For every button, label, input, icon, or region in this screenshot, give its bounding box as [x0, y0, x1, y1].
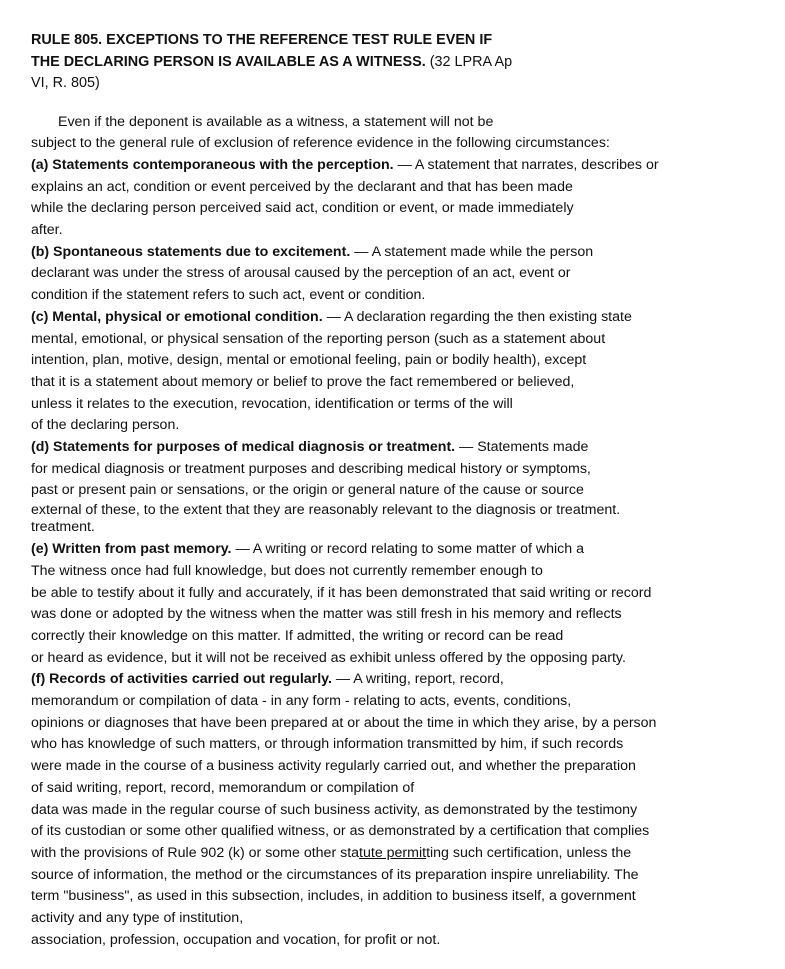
heading-line-2-bold: THE DECLARING PERSON IS AVAILABLE AS A WITNESS. — [31, 53, 426, 70]
underlined-text: tute permit — [359, 845, 427, 861]
section-c-line: unless it relates to the execution, revocation, identification or terms of the will — [31, 395, 513, 412]
intro-line: Even if the deponent is available as a witness, a statement will not be — [58, 113, 494, 130]
heading-line-3: VI, R. 805) — [31, 75, 100, 91]
section-f-first-line: (f) Records of activities carried out regularly. — A writing, report, record, — [31, 671, 504, 688]
section-c-line: mental, emotional, or physical sensation of the reporting person (such as a statement about — [31, 330, 606, 347]
rule-heading — [31, 30, 776, 95]
section-e-line: was done or adopted by the witness when the matter was still fresh in his memory and reflects — [31, 606, 622, 623]
section-d-line: treatment. — [31, 519, 95, 536]
heading-line-2 — [31, 52, 776, 74]
section-f-line: data was made in the regular course of such business activity, as demonstrated by the testimony — [31, 801, 638, 818]
section-d-line: for medical diagnosis or treatment purposes and describing medical history or symptoms, — [31, 460, 591, 477]
intro-line: subject to the general rule of exclusion of reference evidence in the following circumstances: — [31, 135, 610, 152]
section-d-first-line: (d) Statements for purposes of medical diagnosis or treatment. — Statements made — [31, 439, 589, 456]
document-page — [31, 30, 776, 952]
section-e-first-line: (e) Written from past memory. — A writing or record relating to some matter of which a — [31, 541, 584, 558]
section-f-line: were made in the course of a business activity regularly carried out, and whether the preparation — [31, 758, 636, 775]
section-a-line: after. — [31, 222, 63, 239]
section-a-line: explains an act, condition or event perceived by the declarant and that has been made — [31, 178, 573, 195]
section-c-title: (c) Mental, physical or emotional condition. — [31, 308, 323, 325]
section-d-title: (d) Statements for purposes of medical diagnosis or treatment. — [31, 439, 456, 456]
section-e-line: be able to testify about it fully and accurately, if it has been demonstrated that said writing or record — [31, 584, 652, 601]
section-c-line: of the declaring person. — [31, 417, 180, 434]
section-f-line: memorandum or compilation of data - in any form - relating to acts, events, conditions, — [31, 693, 572, 710]
section-b-first-line: (b) Spontaneous statements due to excitement. — A statement made while the person — [31, 243, 594, 260]
section-c-line: intention, plan, motive, design, mental or emotional feeling, pain or bodily health), except — [31, 352, 587, 369]
section-f-line: who has knowledge of such matters, or through information transmitted by him, if such records — [31, 736, 624, 753]
section-f-line: term "business", as used in this subsection, includes, in addition to business itself, a government — [31, 888, 636, 905]
section-c-first-line: (c) Mental, physical or emotional condition. — A declaration regarding the then existing state — [31, 308, 632, 325]
section-f-line: activity and any type of institution, — [31, 910, 244, 927]
section-c-line: that it is a statement about memory or belief to prove the fact remembered or believed, — [31, 373, 575, 390]
section-f-line: of its custodian or some other qualified witness, or as demonstrated by a certification that complies — [31, 823, 650, 840]
section-d-line: past or present pain or sensations, or the origin or general nature of the cause or source — [31, 482, 584, 499]
section-d-line: external of these, to the extent that they are reasonably relevant to the diagnosis or treatment. — [31, 502, 621, 519]
section-b-line: declarant was under the stress of arousal caused by the perception of an act, event or — [31, 265, 571, 282]
rule-body — [31, 112, 776, 952]
section-b-line: condition if the statement refers to such act, event or condition. — [31, 287, 426, 304]
section-e-title: (e) Written from past memory. — [31, 541, 232, 558]
section-a-title: (a) Statements contemporaneous with the perception. — [31, 156, 394, 173]
section-f-line: association, profession, occupation and vocation, for profit or not. — [31, 931, 441, 948]
section-f-line: of said writing, report, record, memorandum or compilation of — [31, 779, 415, 796]
section-f-line: opinions or diagnoses that have been prepared at or about the time in which they arise, by a person — [31, 714, 657, 731]
section-f-line: source of information, the method or the circumstances of its preparation inspire unreliability. The — [31, 866, 639, 883]
section-a-first-line: (a) Statements contemporaneous with the perception. — A statement that narrates, describes or — [31, 156, 659, 173]
heading-line-1: RULE 805. EXCEPTIONS TO THE REFERENCE TEST RULE EVEN IF — [31, 32, 493, 48]
section-b-title: (b) Spontaneous statements due to excitement. — [31, 243, 351, 260]
section-e-line: or heard as evidence, but it will not be received as exhibit unless offered by the opposing party. — [31, 649, 626, 666]
section-f-underlined-line: with the provisions of Rule 902 (k) or some other statute permitting such certification, unless the — [31, 845, 632, 861]
section-f-title: (f) Records of activities carried out regularly. — [31, 671, 332, 688]
section-a-line: while the declaring person perceived said act, condition or event, or made immediately — [31, 200, 574, 217]
heading-citation: (32 LPRA Ap — [425, 53, 513, 70]
section-e-line: The witness once had full knowledge, but does not currently remember enough to — [31, 562, 543, 579]
section-e-line: correctly their knowledge on this matter. If admitted, the writing or record can be read — [31, 627, 564, 644]
